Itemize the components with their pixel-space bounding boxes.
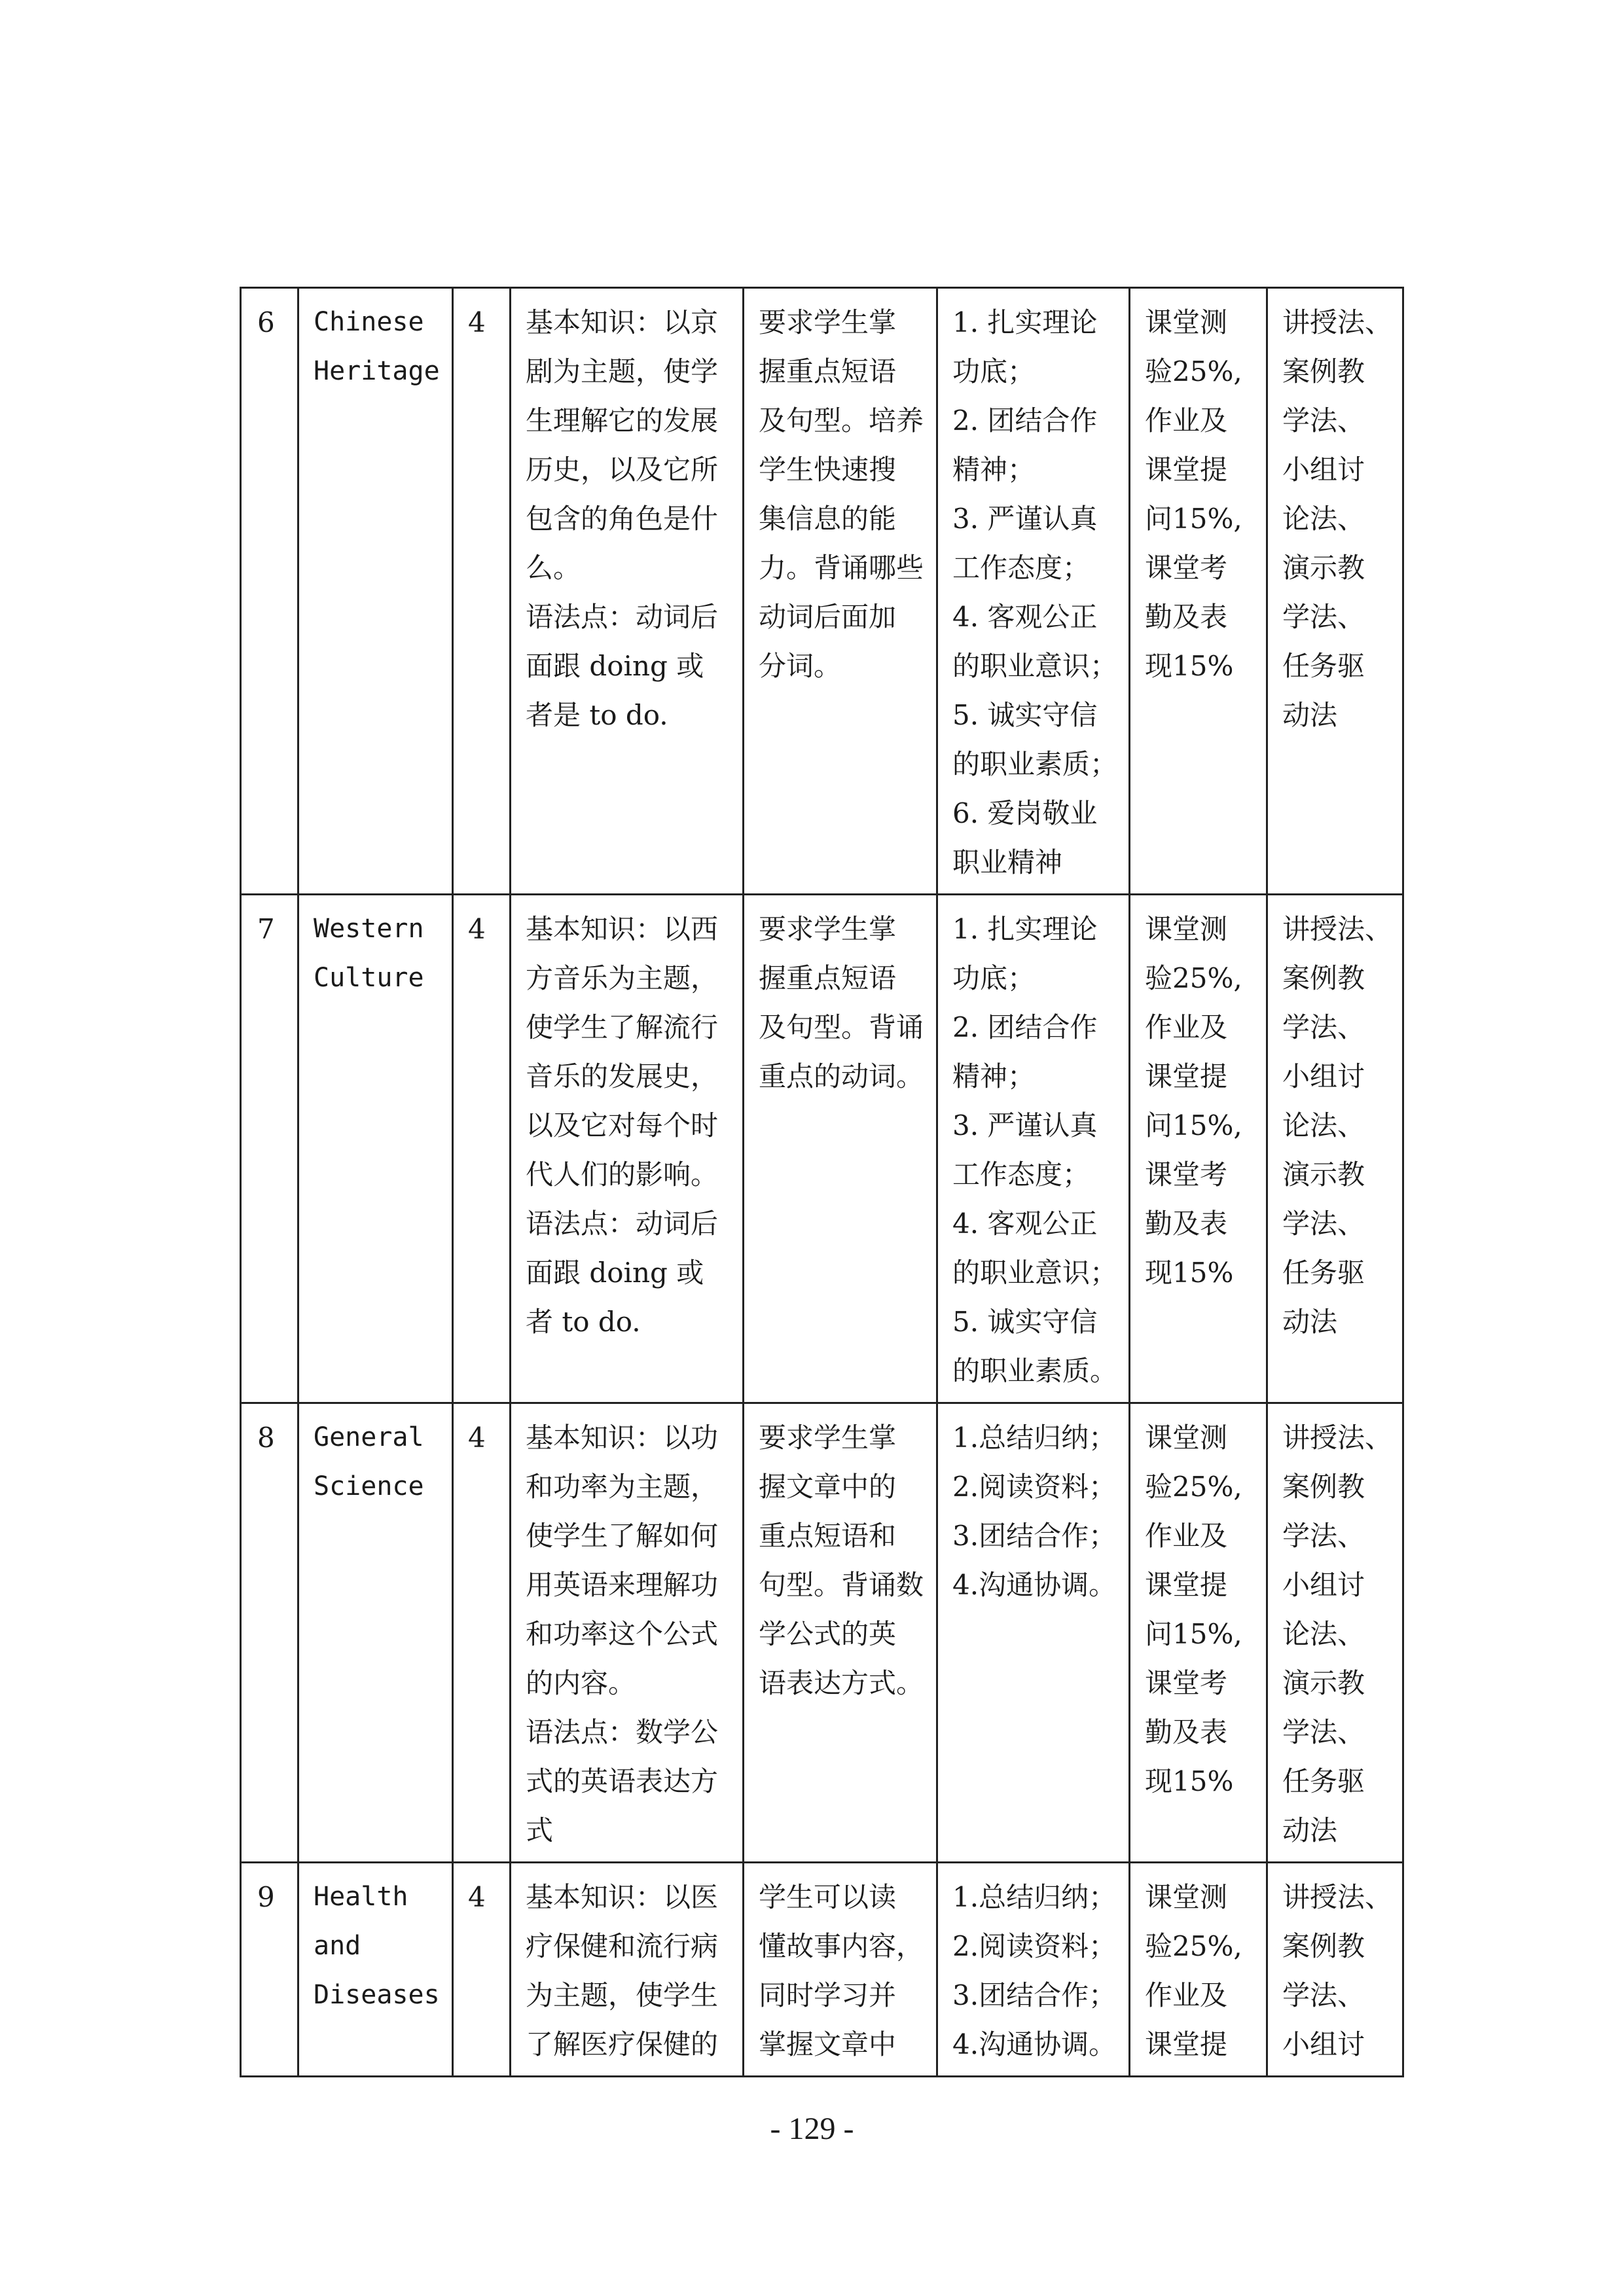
teaching-requirements-line: 及句型。背诵: [759, 1011, 924, 1043]
teaching-methods-line: 学法、: [1282, 1208, 1365, 1240]
assessment-method-line: 课堂提: [1145, 454, 1228, 486]
teaching-methods-line: 小组讨: [1282, 1569, 1365, 1601]
row-number: 6: [257, 306, 275, 338]
teaching-requirements-line: 懂故事内容，: [759, 1930, 924, 1962]
row-number: 7: [257, 913, 275, 945]
teaching-methods-line: 学法、: [1282, 601, 1365, 633]
quality-goals-line: 的职业素质；: [952, 748, 1118, 780]
teaching-requirements-line: 分词。: [759, 650, 842, 682]
teaching-methods-line: 任务驱: [1282, 650, 1365, 682]
assessment-method-line: 作业及: [1145, 1011, 1228, 1043]
unit-title-line: Diseases: [314, 1980, 440, 2010]
assessment-method-line: 作业及: [1145, 1979, 1228, 2011]
row-number-cell: [241, 288, 298, 895]
quality-goals-line: 4.沟通协调。: [952, 1569, 1117, 1601]
class-hours-cell: [453, 1863, 511, 2077]
teaching-content-line: 语法点：动词后: [526, 1208, 719, 1240]
row-number-cell: [241, 1403, 298, 1863]
quality-goals-line: 职业精神: [952, 846, 1063, 878]
teaching-content-line: 包含的角色是什: [526, 503, 719, 535]
assessment-method-line: 课堂测: [1145, 913, 1228, 945]
teaching-content-line: 和功率这个公式: [526, 1618, 719, 1650]
assessment-method-line: 作业及: [1145, 404, 1228, 437]
teaching-content-cell: [511, 895, 744, 1403]
quality-goals-line: 2. 团结合作: [952, 1011, 1098, 1043]
teaching-content-line: 为主题，使学生: [526, 1979, 719, 2011]
teaching-methods-line: 论法、: [1282, 503, 1365, 535]
row-number-cell: [241, 1863, 298, 2077]
teaching-content-line: 式的英语表达方: [526, 1765, 719, 1797]
teaching-requirements-line: 力。背诵哪些: [759, 552, 924, 584]
quality-goals-line: 5. 诚实守信: [952, 699, 1098, 731]
teaching-methods-line: 小组讨: [1282, 2028, 1365, 2060]
quality-goals-line: 1. 扎实理论: [952, 306, 1098, 338]
teaching-requirements-cell: [744, 1403, 937, 1863]
unit-title-line: Culture: [314, 963, 424, 993]
assessment-method-line: 课堂测: [1145, 1422, 1228, 1454]
teaching-requirements-line: 语表达方式。: [759, 1667, 924, 1699]
class-hours-cell: [453, 895, 511, 1403]
teaching-content-line: 剧为主题，使学: [526, 355, 719, 387]
teaching-requirements-line: 及句型。培养: [759, 404, 924, 437]
teaching-requirements-line: 同时学习并: [759, 1979, 897, 2011]
assessment-method-cell: [1130, 1863, 1267, 2077]
teaching-requirements-line: 要求学生掌: [759, 913, 897, 945]
unit-title-line: and: [314, 1931, 361, 1961]
teaching-requirements-line: 掌握文章中: [759, 2028, 897, 2060]
assessment-method-line: 课堂考: [1145, 552, 1228, 584]
teaching-content-line: 语法点：动词后: [526, 601, 719, 633]
assessment-method-line: 问15%,: [1145, 1618, 1242, 1650]
teaching-content-line: 历史，以及它所: [526, 454, 719, 486]
unit-title-line: General: [314, 1422, 424, 1452]
teaching-methods-line: 讲授法、: [1282, 1422, 1393, 1454]
teaching-methods-line: 案例教: [1282, 355, 1365, 387]
teaching-content-line: 和功率为主题，: [526, 1471, 719, 1503]
quality-goals-line: 6. 爱岗敬业: [952, 797, 1098, 829]
assessment-method-cell: [1130, 288, 1267, 895]
teaching-methods-line: 案例教: [1282, 962, 1365, 994]
assessment-method-line: 验25%,: [1145, 1471, 1242, 1503]
teaching-methods-line: 演示教: [1282, 1667, 1365, 1699]
class-hours-cell: [453, 1403, 511, 1863]
teaching-content-cell: [511, 288, 744, 895]
curriculum-table: [240, 287, 1404, 2077]
quality-goals-line: 的职业意识；: [952, 1257, 1118, 1289]
quality-goals-cell: [937, 895, 1130, 1403]
teaching-requirements-line: 重点短语和: [759, 1520, 897, 1552]
assessment-method-line: 课堂考: [1145, 1158, 1228, 1191]
teaching-requirements-line: 学公式的英: [759, 1618, 897, 1650]
unit-title-line: Science: [314, 1471, 424, 1501]
teaching-content-line: 了解医疗保健的: [526, 2028, 719, 2060]
teaching-content-line: 基本知识：以西: [526, 913, 719, 945]
assessment-method-line: 勤及表: [1145, 1716, 1228, 1748]
teaching-requirements-line: 握重点短语: [759, 962, 897, 994]
teaching-methods-line: 论法、: [1282, 1618, 1365, 1650]
unit-title-line: Western: [314, 914, 424, 944]
assessment-method-line: 现15%: [1145, 1257, 1234, 1289]
teaching-content-line: 生理解它的发展: [526, 404, 719, 437]
teaching-requirements-line: 集信息的能: [759, 503, 897, 535]
quality-goals-line: 2.阅读资料；: [952, 1930, 1117, 1962]
quality-goals-line: 精神；: [952, 454, 1036, 486]
teaching-requirements-line: 握文章中的: [759, 1471, 897, 1503]
assessment-method-line: 现15%: [1145, 650, 1234, 682]
teaching-methods-line: 案例教: [1282, 1930, 1365, 1962]
page-number: - 129 -: [770, 2111, 854, 2146]
teaching-content-line: 疗保健和流行病: [526, 1930, 719, 1962]
teaching-methods-line: 动法: [1282, 699, 1338, 731]
class-hours: 4: [468, 306, 486, 338]
assessment-method-line: 勤及表: [1145, 601, 1228, 633]
teaching-methods-line: 小组讨: [1282, 454, 1365, 486]
assessment-method-line: 课堂考: [1145, 1667, 1228, 1699]
unit-title-cell: [298, 1403, 453, 1863]
teaching-methods-line: 演示教: [1282, 552, 1365, 584]
teaching-methods-line: 演示教: [1282, 1158, 1365, 1191]
unit-title-line: Health: [314, 1882, 408, 1912]
row-number: 8: [257, 1422, 275, 1454]
quality-goals-line: 3. 严谨认真: [952, 503, 1098, 535]
quality-goals-line: 精神；: [952, 1060, 1036, 1092]
teaching-content-line: 者 to do.: [526, 1306, 641, 1338]
teaching-content-line: 基本知识：以京: [526, 306, 719, 338]
teaching-requirements-cell: [744, 1863, 937, 2077]
assessment-method-cell: [1130, 895, 1267, 1403]
table-row: [241, 288, 1403, 895]
quality-goals-line: 4. 客观公正: [952, 601, 1098, 633]
quality-goals-line: 3. 严谨认真: [952, 1109, 1098, 1141]
teaching-requirements-cell: [744, 895, 937, 1403]
quality-goals-line: 工作态度；: [952, 552, 1091, 584]
teaching-methods-line: 学法、: [1282, 1716, 1365, 1748]
teaching-content-cell: [511, 1403, 744, 1863]
unit-title-cell: [298, 288, 453, 895]
teaching-content-line: 使学生了解如何: [526, 1520, 719, 1552]
assessment-method-line: 课堂提: [1145, 1569, 1228, 1601]
teaching-requirements-cell: [744, 288, 937, 895]
teaching-content-cell: [511, 1863, 744, 2077]
teaching-methods-line: 学法、: [1282, 1520, 1365, 1552]
assessment-method-line: 问15%,: [1145, 503, 1242, 535]
teaching-content-line: 基本知识：以医: [526, 1881, 719, 1913]
quality-goals-line: 3.团结合作；: [952, 1520, 1117, 1552]
quality-goals-line: 1.总结归纳；: [952, 1881, 1117, 1913]
teaching-content-line: 基本知识：以功: [526, 1422, 719, 1454]
teaching-methods-line: 讲授法、: [1282, 306, 1393, 338]
table-row: [241, 1863, 1403, 2077]
teaching-requirements-line: 动词后面加: [759, 601, 897, 633]
unit-title-cell: [298, 895, 453, 1403]
quality-goals-line: 的职业素质。: [952, 1355, 1118, 1387]
teaching-content-line: 面跟 doing 或: [526, 1257, 704, 1289]
teaching-requirements-line: 重点的动词。: [759, 1060, 924, 1092]
teaching-methods-cell: [1267, 1403, 1403, 1863]
teaching-content-line: 以及它对每个时: [526, 1109, 719, 1141]
teaching-content-line: 么。: [526, 552, 581, 584]
teaching-methods-line: 任务驱: [1282, 1765, 1365, 1797]
table-row: [241, 1403, 1403, 1863]
class-hours: 4: [468, 913, 486, 945]
teaching-methods-line: 学法、: [1282, 404, 1365, 437]
assessment-method-line: 作业及: [1145, 1520, 1228, 1552]
quality-goals-line: 4.沟通协调。: [952, 2028, 1117, 2060]
assessment-method-line: 课堂提: [1145, 2028, 1228, 2060]
teaching-methods-line: 讲授法、: [1282, 913, 1393, 945]
teaching-content-line: 使学生了解流行: [526, 1011, 719, 1043]
teaching-methods-cell: [1267, 895, 1403, 1403]
quality-goals-line: 5. 诚实守信: [952, 1306, 1098, 1338]
teaching-methods-line: 动法: [1282, 1814, 1338, 1846]
quality-goals-line: 功底；: [952, 962, 1036, 994]
teaching-methods-cell: [1267, 288, 1403, 895]
teaching-content-line: 代人们的影响。: [526, 1158, 719, 1191]
quality-goals-line: 的职业意识；: [952, 650, 1118, 682]
quality-goals-line: 功底；: [952, 355, 1036, 387]
teaching-content-line: 语法点：数学公: [526, 1716, 719, 1748]
quality-goals-line: 1. 扎实理论: [952, 913, 1098, 945]
teaching-content-line: 方音乐为主题，: [526, 962, 719, 994]
assessment-method-line: 勤及表: [1145, 1208, 1228, 1240]
teaching-content-line: 式: [526, 1814, 554, 1846]
assessment-method-line: 课堂提: [1145, 1060, 1228, 1092]
teaching-methods-cell: [1267, 1863, 1403, 2077]
class-hours: 4: [468, 1881, 486, 1913]
class-hours-cell: [453, 288, 511, 895]
quality-goals-line: 1.总结归纳；: [952, 1422, 1117, 1454]
teaching-requirements-line: 句型。背诵数: [759, 1569, 924, 1601]
teaching-requirements-line: 学生快速搜: [759, 454, 897, 486]
teaching-requirements-line: 握重点短语: [759, 355, 897, 387]
quality-goals-line: 3.团结合作；: [952, 1979, 1117, 2011]
teaching-content-line: 者是 to do.: [526, 699, 668, 731]
teaching-content-line: 的内容。: [526, 1667, 636, 1699]
row-number-cell: [241, 895, 298, 1403]
quality-goals-line: 2.阅读资料；: [952, 1471, 1117, 1503]
teaching-content-line: 音乐的发展史，: [526, 1060, 719, 1092]
table-body: [241, 288, 1403, 2077]
assessment-method-line: 验25%,: [1145, 962, 1242, 994]
assessment-method-line: 现15%: [1145, 1765, 1234, 1797]
quality-goals-cell: [937, 288, 1130, 895]
teaching-requirements-line: 要求学生掌: [759, 306, 897, 338]
assessment-method-line: 课堂测: [1145, 306, 1228, 338]
teaching-requirements-line: 学生可以读: [759, 1881, 897, 1913]
quality-goals-cell: [937, 1863, 1130, 2077]
unit-title-cell: [298, 1863, 453, 2077]
quality-goals-line: 4. 客观公正: [952, 1208, 1098, 1240]
quality-goals-line: 工作态度；: [952, 1158, 1091, 1191]
quality-goals-cell: [937, 1403, 1130, 1863]
assessment-method-line: 课堂测: [1145, 1881, 1228, 1913]
teaching-methods-line: 论法、: [1282, 1109, 1365, 1141]
assessment-method-line: 问15%,: [1145, 1109, 1242, 1141]
quality-goals-line: 2. 团结合作: [952, 404, 1098, 437]
assessment-method-cell: [1130, 1403, 1267, 1863]
teaching-requirements-line: 要求学生掌: [759, 1422, 897, 1454]
teaching-methods-line: 任务驱: [1282, 1257, 1365, 1289]
teaching-methods-line: 案例教: [1282, 1471, 1365, 1503]
teaching-content-line: 用英语来理解功: [526, 1569, 719, 1601]
teaching-methods-line: 学法、: [1282, 1979, 1365, 2011]
row-number: 9: [257, 1881, 275, 1913]
assessment-method-line: 验25%,: [1145, 1930, 1242, 1962]
unit-title-line: Heritage: [314, 356, 440, 386]
teaching-methods-line: 小组讨: [1282, 1060, 1365, 1092]
class-hours: 4: [468, 1422, 486, 1454]
teaching-methods-line: 讲授法、: [1282, 1881, 1393, 1913]
teaching-methods-line: 学法、: [1282, 1011, 1365, 1043]
teaching-methods-line: 动法: [1282, 1306, 1338, 1338]
unit-title-line: Chinese: [314, 307, 424, 337]
table-row: [241, 895, 1403, 1403]
assessment-method-line: 验25%,: [1145, 355, 1242, 387]
teaching-content-line: 面跟 doing 或: [526, 650, 704, 682]
